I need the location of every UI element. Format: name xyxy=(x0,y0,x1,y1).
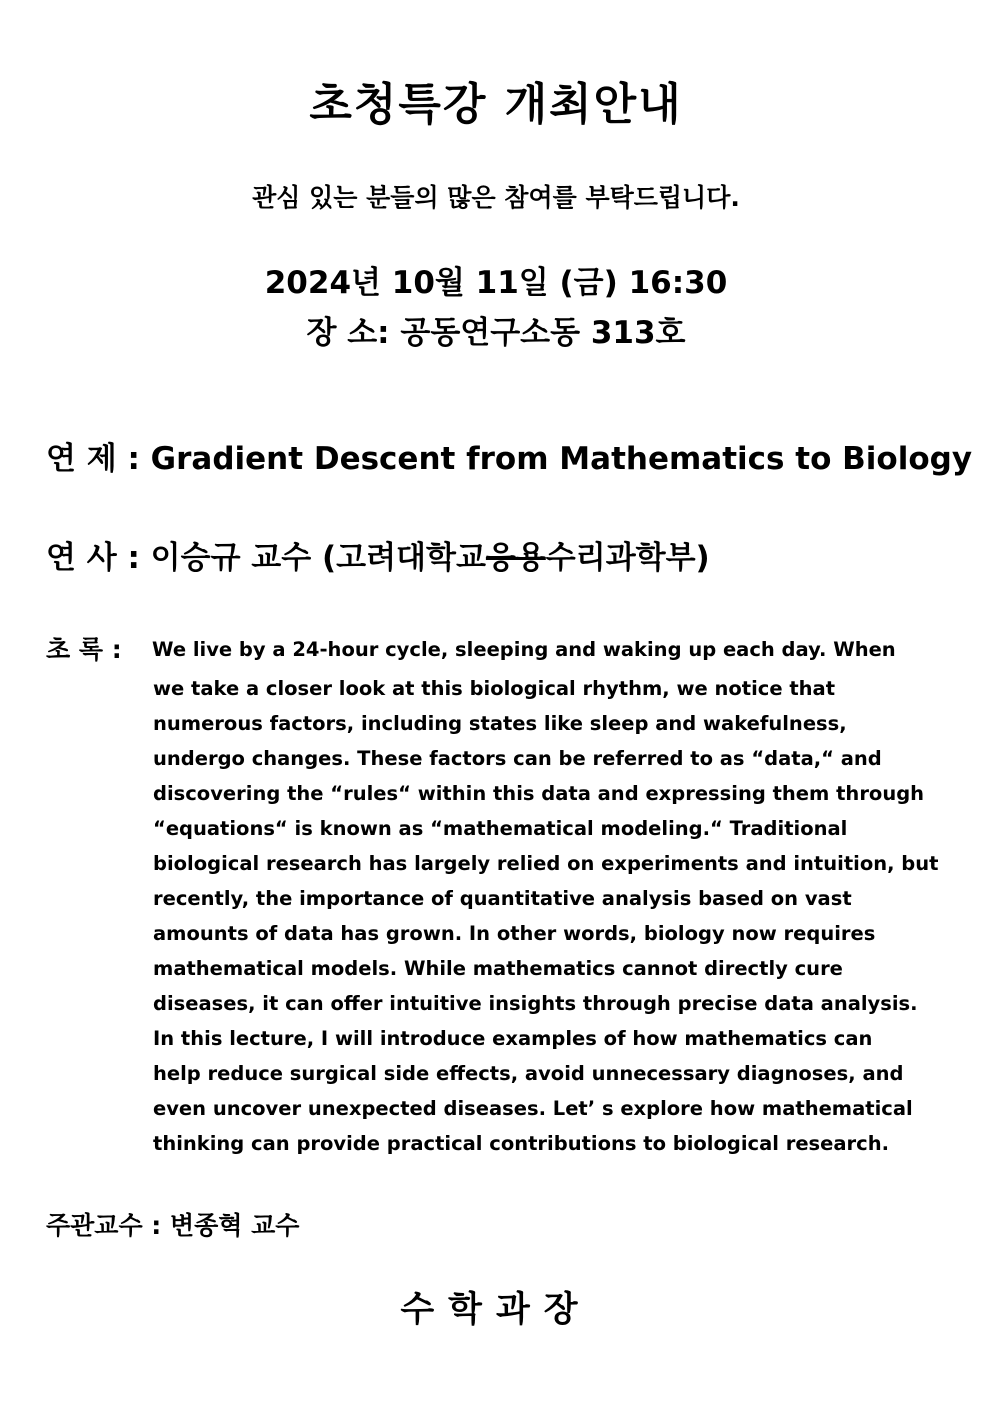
event-place xyxy=(0,307,992,352)
topic-label: 연 제 : xyxy=(46,441,140,477)
abstract-label: 초 록 : xyxy=(46,635,122,664)
abstract-line: amounts of data has grown. In other words, biology now requires xyxy=(153,922,876,945)
abstract-line: help reduce surgical side effects, avoid unnecessary diagnoses, and xyxy=(153,1062,904,1085)
abstract-line: In this lecture, I will introduce examples of how mathematics can xyxy=(153,1027,873,1050)
page-title: 초청특강 개최안내 xyxy=(309,79,683,130)
speaker-label: 연 사 : xyxy=(46,540,140,576)
speaker-dept: 수리과학부) xyxy=(545,540,710,576)
abstract-first-line: We live by a 24-hour cycle, sleeping and waking up each day. When xyxy=(152,638,896,661)
lecture-speaker xyxy=(46,532,710,577)
abstract-line: biological research has largely relied on experiments and intuition, but xyxy=(153,852,939,875)
abstract-line: “equations“ is known as “mathematical modeling.“ Traditional xyxy=(153,817,848,840)
abstract-body xyxy=(153,671,942,1161)
abstract-line: numerous factors, including states like sleep and wakefulness, xyxy=(153,712,847,735)
abstract-line: even uncover unexpected diseases. Let’ s explore how mathematical xyxy=(153,1097,913,1120)
place-label: 장 소: xyxy=(306,315,390,351)
abstract-line: recently, the importance of quantitative analysis based on vast xyxy=(153,887,852,910)
abstract-line: thinking can provide practical contributions to biological research. xyxy=(153,1132,890,1155)
abstract-line: diseases, it can offer intuitive insights through precise data analysis. xyxy=(153,992,918,1015)
event-date: 2024년 10월 11일 (금) 16:30 xyxy=(264,265,728,301)
lecture-topic xyxy=(46,433,972,478)
place-value: 공동연구소동 313호 xyxy=(400,315,686,351)
abstract-line: we take a closer look at this biological rhythm, we notice that xyxy=(153,677,836,700)
abstract-line: undergo changes. These factors can be referred to as “data,“ and xyxy=(153,747,882,770)
host-professor: 주관교수 : 변종혁 교수 xyxy=(46,1211,300,1240)
topic-value: Gradient Descent from Mathematics to Biology xyxy=(150,441,973,477)
abstract-line: mathematical models. While mathematics cannot directly cure xyxy=(153,957,843,980)
speaker-struck-text: 응용 xyxy=(485,540,546,576)
abstract-line: discovering the “rules“ within this data and expressing them through xyxy=(153,782,925,805)
speaker-name: 이승규 교수 (고려대학교 xyxy=(150,540,486,576)
invitation-subtitle: 관심 있는 분들의 많은 참여를 부탁드립니다. xyxy=(252,183,740,212)
department-signature: 수학과장 xyxy=(400,1290,592,1330)
